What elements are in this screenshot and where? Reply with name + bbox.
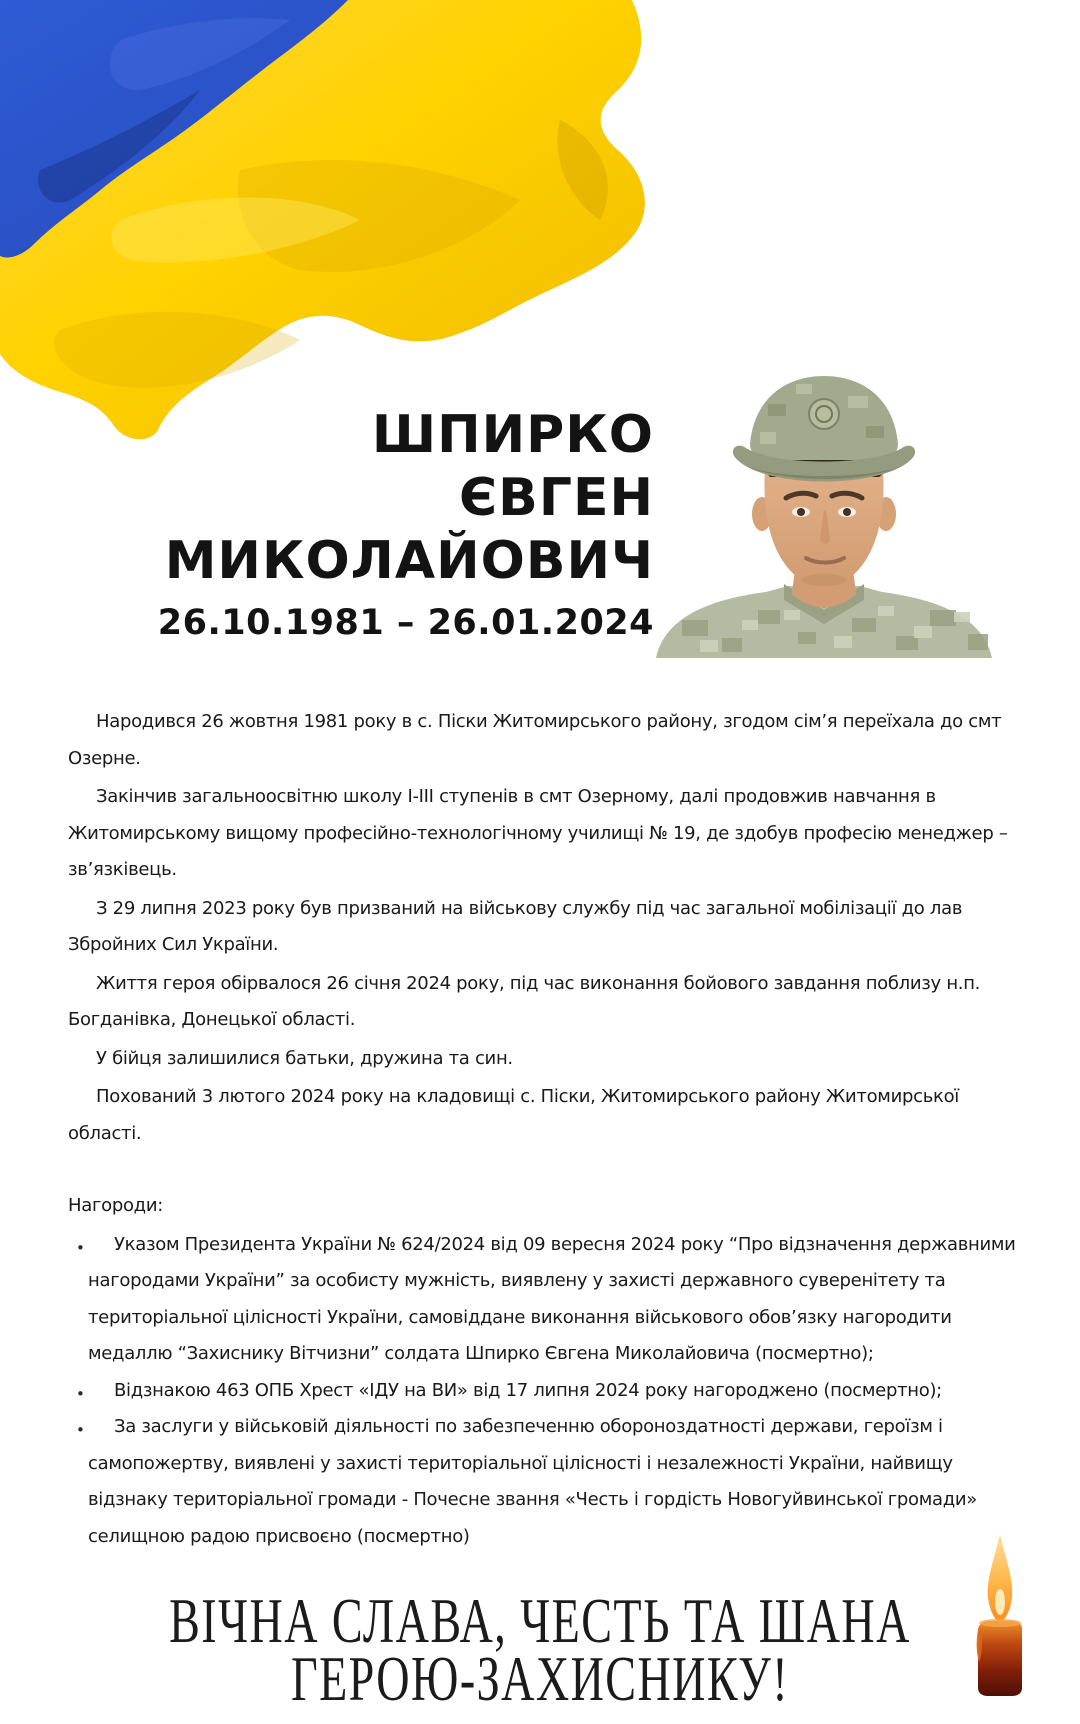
award-line: • Відзнакою 463 ОПБ Хрест «ІДУ на ВИ» від 17 липня 2024 року нагороджено (посмертно);	[114, 1379, 942, 1401]
award-line: нагородами України” за особисту мужність, виявлену у захисті державного суверенітету та	[88, 1270, 946, 1291]
award-line: селищною радою присвоєно (посмертно)	[88, 1525, 470, 1547]
award-line: самопожертву, виявлені у захисті територіальної цілісності і незалежності України, найвищу	[88, 1452, 953, 1474]
firstname-line: ЄВГЕН	[459, 468, 654, 528]
life-dates: 26.10.1981 – 26.01.2024	[157, 603, 654, 643]
memorial-banner	[0, 1585, 1080, 1714]
memorial-candle-icon	[972, 1530, 1028, 1702]
bio-line: Життя героя обірвалося 26 січня 2024 року, під час виконання бойового завдання поблизу н.п.	[96, 972, 981, 994]
awards-title: Нагороди:	[68, 1195, 163, 1216]
bio-paragraph	[68, 966, 1008, 1039]
bio-paragraph	[68, 704, 1008, 777]
ukraine-flag-image	[0, 0, 660, 445]
award-line: медаллю “Захиснику Вітчизни” солдата Шпирко Євгена Миколайовича (посмертно);	[88, 1343, 874, 1364]
bio-paragraph	[68, 1079, 1008, 1152]
biography-section	[68, 704, 1016, 1555]
bio-line: області.	[68, 1122, 142, 1144]
award-item	[88, 1373, 1008, 1410]
awards-list	[68, 1227, 1016, 1556]
award-item	[88, 1409, 1008, 1555]
bio-paragraph	[68, 779, 1008, 889]
soldier-portrait-photo	[638, 348, 1010, 658]
name-block	[158, 404, 654, 643]
candle-body	[978, 1621, 1022, 1696]
award-line: • Указом Президента України № 624/2024 від 09 вересня 2024 року “Про відзначення державними	[114, 1233, 1016, 1255]
bio-line: Народився 26 жовтня 1981 року в с. Піски Житомирського району, згодом сім’я переїхала до смт	[96, 711, 1002, 732]
bio-line: зв’язківець.	[68, 859, 177, 880]
banner-line-2: ГЕРОЮ-ЗАХИСНИКУ!	[291, 1643, 789, 1714]
award-line: • За заслуги у військовій діяльності по забезпеченню обороноздатності держави, героїзм і	[114, 1416, 943, 1437]
bio-line: Озерне.	[68, 747, 141, 769]
bio-line: Закінчив загальноосвітню школу І-ІІІ ступенів в смт Озерному, далі продовжив навчання в	[96, 786, 936, 807]
surname-line: ШПИРКО	[371, 405, 654, 465]
bio-line: У бійця залишилися батьки, дружина та син.	[96, 1047, 513, 1069]
bio-line: Збройних Сил України.	[68, 934, 279, 955]
bio-line: Похований 3 лютого 2024 року на кладовищі с. Піски, Житомирського району Житомирської	[96, 1086, 959, 1107]
patronymic-line: МИКОЛАЙОВИЧ	[164, 531, 654, 591]
banner-line-1: ВІЧНА СЛАВА, ЧЕСТЬ ТА ШАНА	[169, 1585, 911, 1656]
bio-line: Богданівка, Донецької області.	[68, 1009, 356, 1030]
award-line: відзнаку територіальної громади - Почесне звання «Честь і гордість Новогуйвинської громади»	[88, 1489, 977, 1510]
award-item	[88, 1227, 1016, 1373]
bio-paragraph	[68, 1041, 1008, 1078]
award-line: територіальної цілісності України, самовіддане виконання військового обов’язку нагородити	[88, 1306, 952, 1328]
bio-paragraph	[68, 891, 1008, 964]
bio-line: Житомирському вищому професійно-технологічному училищі № 19, де здобув професію менеджер –	[68, 822, 1008, 844]
cap-emblem	[809, 399, 839, 429]
bio-line: З 29 липня 2023 року був призваний на військову службу під час загальної мобілізації до лав	[96, 897, 963, 919]
